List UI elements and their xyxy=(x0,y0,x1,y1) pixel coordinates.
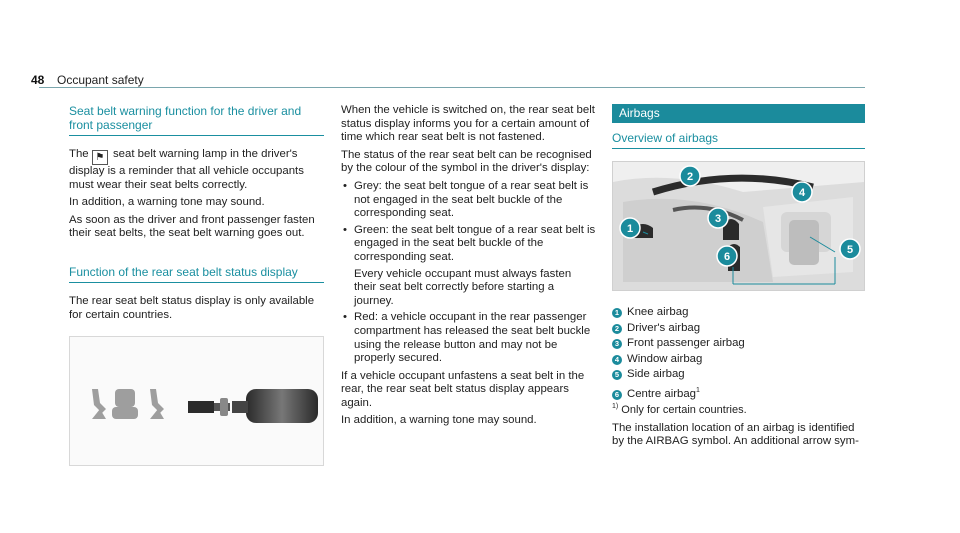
belt-buckle-icon xyxy=(188,389,318,423)
paragraph-lead: The xyxy=(69,148,89,160)
page-header xyxy=(39,73,865,88)
paragraph-unfasten: If a vehicle occupant unfastens a seat belt in the rear, the rear seat belt status display appears again. xyxy=(341,369,585,409)
list-item-note: Every vehicle occupant must always fasten their seat belt correctly before starting a journey. xyxy=(354,267,572,307)
legend-number: 1 xyxy=(612,308,622,318)
section-title-airbag-overview: Overview of airbags xyxy=(612,131,865,149)
legend-item: 1 Knee airbag xyxy=(612,305,865,321)
paragraph-status-display: When the vehicle is switched on, the rear seat belt status display informs you for a certain amount of time which rear seat belt is not fastened. xyxy=(341,104,595,144)
seat-belt-warning-icon: ⚑ xyxy=(92,150,108,165)
paragraph-warning-tone: In addition, a warning tone may sound. xyxy=(69,196,265,209)
paragraph-airbag-symbol: The installation location of an airbag is identified by the AIRBAG symbol. An additional arrow sym- xyxy=(612,421,859,448)
section-title-rear-status: Function of the rear seat belt status display xyxy=(69,265,324,283)
callout-3 xyxy=(708,208,728,228)
legend-item: 3 Front passenger airbag xyxy=(612,336,865,352)
column-middle xyxy=(341,104,596,432)
section-title-seat-belt-warning: Seat belt warning function for the driver and front passenger xyxy=(69,104,324,136)
seat-belt-status-figure xyxy=(69,336,324,466)
list-item: • Grey: the seat belt tongue of a rear seat belt is not engaged in the seat belt buckle of the corresponding seat. xyxy=(341,180,596,221)
paragraph-rest: seat belt warning lamp in the driver's display is a reminder that all vehicle occupants must wear their seat belts correctly. xyxy=(69,148,304,191)
airbag-overview-figure xyxy=(612,161,865,291)
svg-text:5: 5 xyxy=(846,244,854,256)
legend-number: 6 xyxy=(612,390,622,400)
footnote: $^{1)}$ Only for certain countries. xyxy=(612,403,747,416)
legend-number: 4 xyxy=(612,355,622,365)
paragraph-availability: The rear seat belt status display is only available for certain countries. xyxy=(69,294,315,321)
legend-number: 3 xyxy=(612,339,622,349)
airbag-legend xyxy=(612,305,865,398)
legend-number: 5 xyxy=(612,370,622,380)
paragraph-fasten: As soon as the driver and front passenger fasten their seat belts, the seat belt warning goes out. xyxy=(69,213,315,240)
column-left xyxy=(69,104,324,466)
svg-text:2: 2 xyxy=(686,171,694,183)
page-header-title: Occupant safety xyxy=(57,73,144,87)
svg-text:3: 3 xyxy=(714,213,722,225)
column-right xyxy=(612,104,865,453)
callout-5 xyxy=(840,239,860,259)
callout-6 xyxy=(717,246,737,266)
svg-text:6: 6 xyxy=(723,251,731,263)
list-item: • Red: a vehicle occupant in the rear passenger compartment has released the seat belt buckle using the release button and may not be properly secured. xyxy=(341,311,596,365)
callout-1 xyxy=(620,218,640,238)
callout-2 xyxy=(680,166,700,186)
page-number: 48 xyxy=(31,73,45,87)
legend-item: 2 Driver's airbag xyxy=(612,321,865,337)
status-colour-list xyxy=(341,180,596,366)
paragraph-status-colour: The status of the rear seat belt can be recognised by the colour of the symbol in the driver's display: xyxy=(341,148,592,175)
legend-item: 5 Side airbag xyxy=(612,367,865,383)
callout-4 xyxy=(792,182,812,202)
seat-belt-status-icon xyxy=(92,389,164,419)
legend-item: 4 Window airbag xyxy=(612,352,865,368)
airbag-illustration xyxy=(613,162,864,290)
svg-text:4: 4 xyxy=(798,187,806,199)
airbags-banner: Airbags xyxy=(612,104,865,123)
paragraph-warning-lamp xyxy=(69,148,324,192)
footnote-reference: 1 xyxy=(696,386,700,394)
legend-item: 6 Centre airbag$^1$ xyxy=(612,383,865,399)
seat-belt-status-illustration xyxy=(70,337,323,465)
list-item: • Green: the seat belt tongue of a rear seat belt is engaged in the seat belt buckle of the corresponding seat. Every vehicle occupant must always fasten their seat belt correctly before starting a journey. xyxy=(341,224,596,309)
legend-number: 2 xyxy=(612,324,622,334)
svg-text:1: 1 xyxy=(626,223,634,235)
paragraph-tone: In addition, a warning tone may sound. xyxy=(341,414,537,427)
